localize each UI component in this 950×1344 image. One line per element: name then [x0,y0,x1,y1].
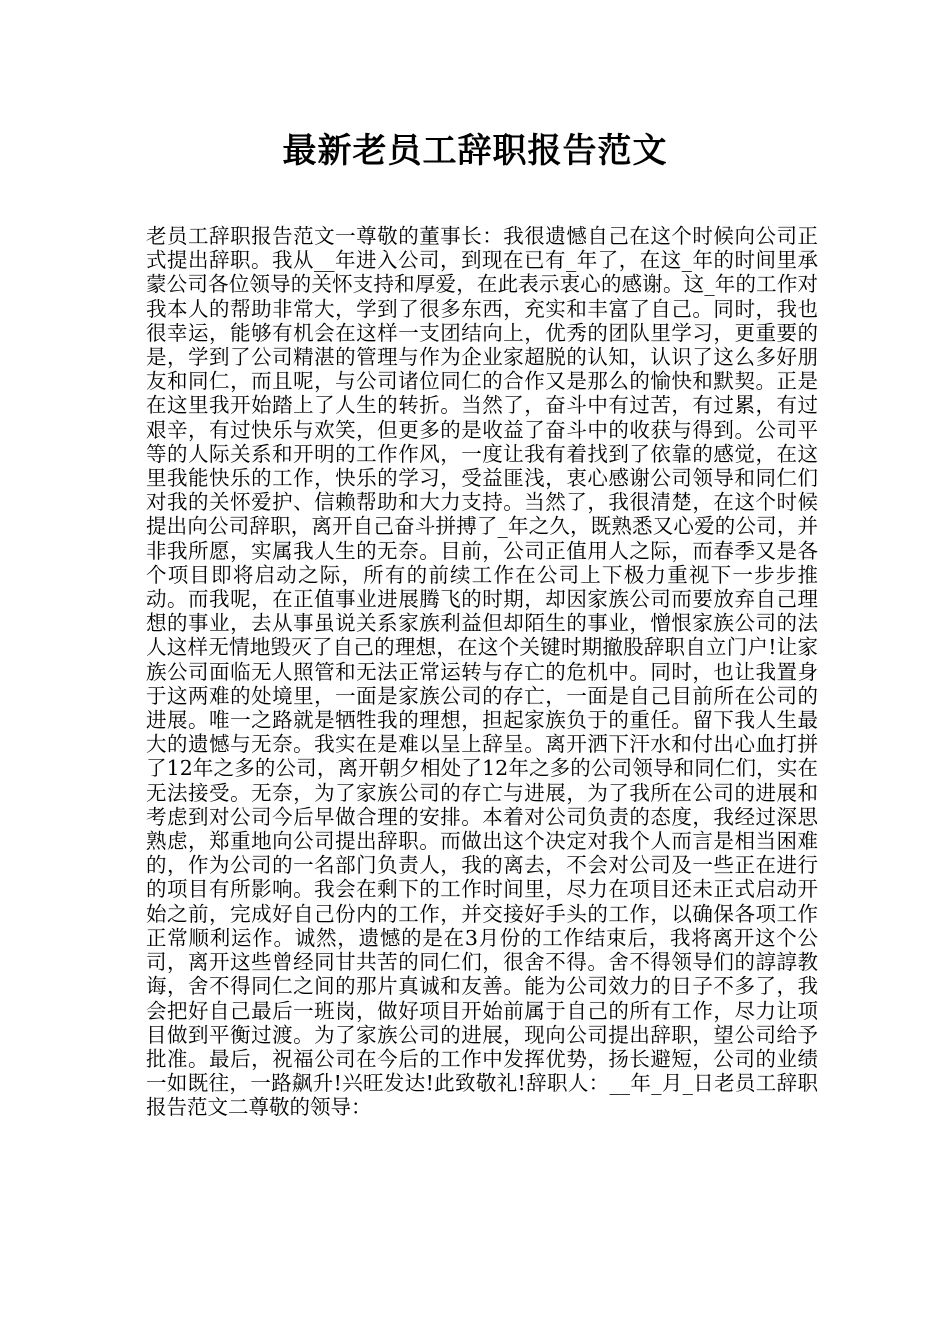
document-title: 最新老员工辞职报告范文 [282,131,668,171]
document-body-text: 老员工辞职报告范文一尊敬的董事长：我很遗憾自己在这个时候向公司正式提出辞职。我从__年进入公司，到现在已有_年了，在这_年的时间里承蒙公司各位领导的关怀支持和厚爱，在此表示衷心的感谢。这_年的工作对我本人的帮助非常大，学到了很多东西，充实和丰富了自己。同时，我也很幸运，能够有机会在这样一支团结向上，优秀的团队里学习，更重要的是，学到了公司精湛的管理与作为企业家超脱的认知，认识了这么多好朋友和同仁，而且呢，与公司诸位同仁的合作又是那么的愉快和默契。正是在这里我开始踏上了人生的转折。当然了，奋斗中有过苦，有过累，有过艰辛，有过快乐与欢笑，但更多的是收益了奋斗中的收获与得到。公司平等的人际关系和开明的工作作风，一度让我有着找到了依靠的感觉，在这里我能快乐的工作，快乐的学习，受益匪浅，衷心感谢公司领导和同仁们对我的关怀爱护、信赖帮助和大力支持。当然了，我很清楚，在这个时候提出向公司辞职，离开自己奋斗拼搏了_年之久，既熟悉又心爱的公司，并非我所愿，实属我人生的无奈。目前，公司正值用人之际，而春季又是各个项目即将启动之际，所有的前续工作在公司上下极力重视下一步步推动。而我呢，在正值事业进展腾飞的时期，却因家族公司而要放弃自己理想的事业，去从事虽说关系家族利益但却陌生的事业，憎恨家族公司的法人这样无情地毁灭了自己的理想，在这个关键时期撤股辞职自立门户!让家族公司面临无人照管和无法正常运转与存亡的危机中。同时，也让我置身于这两难的处境里，一面是家族公司的存亡，一面是自己目前所在公司的进展。唯一之路就是牺牲我的理想，担起家族负于的重任。留下我人生最大的遗憾与无奈。我实在是难以呈上辞呈。离开洒下汗水和付出心血打拼了12年之多的公司，离开朝夕相处了12年之多的公司领导和同仁们，实在无法接受。无奈，为了家族公司的存亡与进展，为了我所在公司的进展和考虑到对公司今后早做合理的安排。本着对公司负责的态度，我经过深思熟虑，郑重地向公司提出辞职。而做出这个决定对我个人而言是相当困难的，作为公司的一名部门负责人，我的离去，不会对公司及一些正在进行的项目有所影响。我会在剩下的工作时间里，尽力在项目还未正式启动开始之前，完成好自己份内的工作，并交接好手头的工作，以确保各项工作正常顺利运作。诚然，遗憾的是在3月份的工作结束后，我将离开这个公司，离开这些曾经同甘共苦的同仁们，很舍不得。舍不得领导们的諄諄教诲，舍不得同仁之间的那片真诚和友善。能为公司效力的日子不多了，我会把好自己最后一班岗，做好项目开始前属于自己的所有工作，尽力让项目做到平衡过渡。为了家族公司的进展，现向公司提出辞职，望公司给予批准。最后，祝福公司在今后的工作中发挥优势，扬长避短，公司的业绩一如既往，一路飙升!兴旺发达!此致敬礼!辞职人：__年_月_日老员工辞职报告范文二尊敬的领导： [146,224,818,1120]
